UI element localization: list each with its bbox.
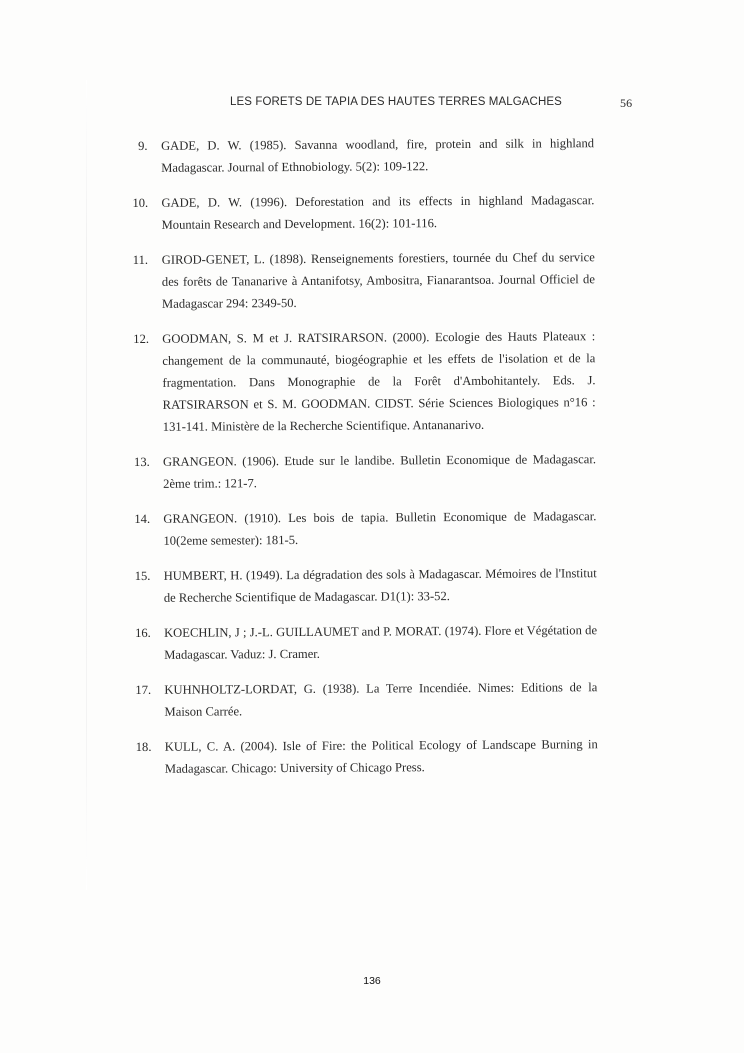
- reference-number: 17.: [135, 682, 152, 697]
- reference-item: [135, 676, 597, 723]
- reference-item: [135, 619, 597, 666]
- reference-item: [134, 505, 596, 552]
- reference-number: 18.: [135, 739, 152, 754]
- reference-list: [132, 132, 598, 793]
- reference-number: 9.: [138, 138, 148, 153]
- reference-number: 13.: [133, 454, 150, 469]
- reference-item: [136, 733, 598, 780]
- reference-item: [133, 325, 596, 438]
- reference-item: [135, 562, 597, 609]
- reference-number: 14.: [134, 511, 151, 526]
- reference-text: GIROD-GENET, L. (1898). Renseignements forestiers, tournée du Chef du service des forêts de Tananarive à Antanifotsy, Ambositra, Fianarantsoa. Journal Officiel de Madagascar 294: 2349-50.: [161, 250, 595, 311]
- reference-number: 10.: [132, 195, 149, 210]
- header-title: LES FORETS DE TAPIA DES HAUTES TERRES MALGACHES: [230, 96, 562, 108]
- scan-edge-shadow: [86, 80, 87, 890]
- reference-text: HUMBERT, H. (1949). La dégradation des sols à Madagascar. Mémoires de l'Institut de Recherche Scientifique de Madagascar. D1(1): 33-52.: [163, 566, 597, 605]
- reference-number: 15.: [134, 568, 151, 583]
- reference-number: 11.: [132, 252, 149, 267]
- reference-text: KULL, C. A. (2004). Isle of Fire: the Political Ecology of Landscape Burning in Madagascar. Chicago: University of Chicago Press.: [164, 737, 598, 776]
- reference-text: GRANGEON. (1910). Les bois de tapia. Bulletin Economique de Madagascar. 10(2eme semester): 181-5.: [163, 509, 597, 548]
- reference-item: [133, 246, 595, 315]
- reference-text: GADE, D. W. (1996). Deforestation and its effects in highland Madagascar. Mountain Research and Development. 16(2): 101-116.: [161, 193, 595, 232]
- reference-number: 12.: [133, 331, 150, 346]
- reference-text: KUHNHOLTZ-LORDAT, G. (1938). La Terre Incendiée. Nimes: Editions de la Maison Carrée.: [164, 680, 598, 719]
- reference-item: [132, 189, 594, 236]
- reference-text: GRANGEON. (1906). Etude sur le landibe. Bulletin Economique de Madagascar. 2ème trim.: 121-7.: [162, 452, 597, 491]
- reference-number: 16.: [134, 625, 151, 640]
- footer-page-number: 136: [363, 975, 381, 987]
- reference-item: [132, 132, 594, 179]
- reference-text: GADE, D. W. (1985). Savanna woodland, fire, protein and silk in highland Madagascar. Journal of Ethnobiology. 5(2): 109-122.: [161, 136, 595, 175]
- reference-text: GOODMAN, S. M et J. RATSIRARSON. (2000). Ecologie des Hauts Plateaux : changement de la communauté, biogéographie et les effets de l'isolation et de la fragmentation. Dans Monographie de la Forêt d'Ambohitantely. Eds. J. RATSIRARSON et S. M. GOODMAN. CIDST. Série Sciences Biologiques n°16 : 131-141. Ministère de la Recherche Scientifique. Antananarivo.: [162, 329, 596, 434]
- reference-item: [134, 448, 596, 495]
- header-page-number: 56: [620, 96, 633, 110]
- running-header: [230, 96, 633, 110]
- reference-text: KOECHLIN, J ; J.-L. GUILLAUMET and P. MORAT. (1974). Flore et Végétation de Madagascar. Vaduz: J. Cramer.: [163, 623, 598, 662]
